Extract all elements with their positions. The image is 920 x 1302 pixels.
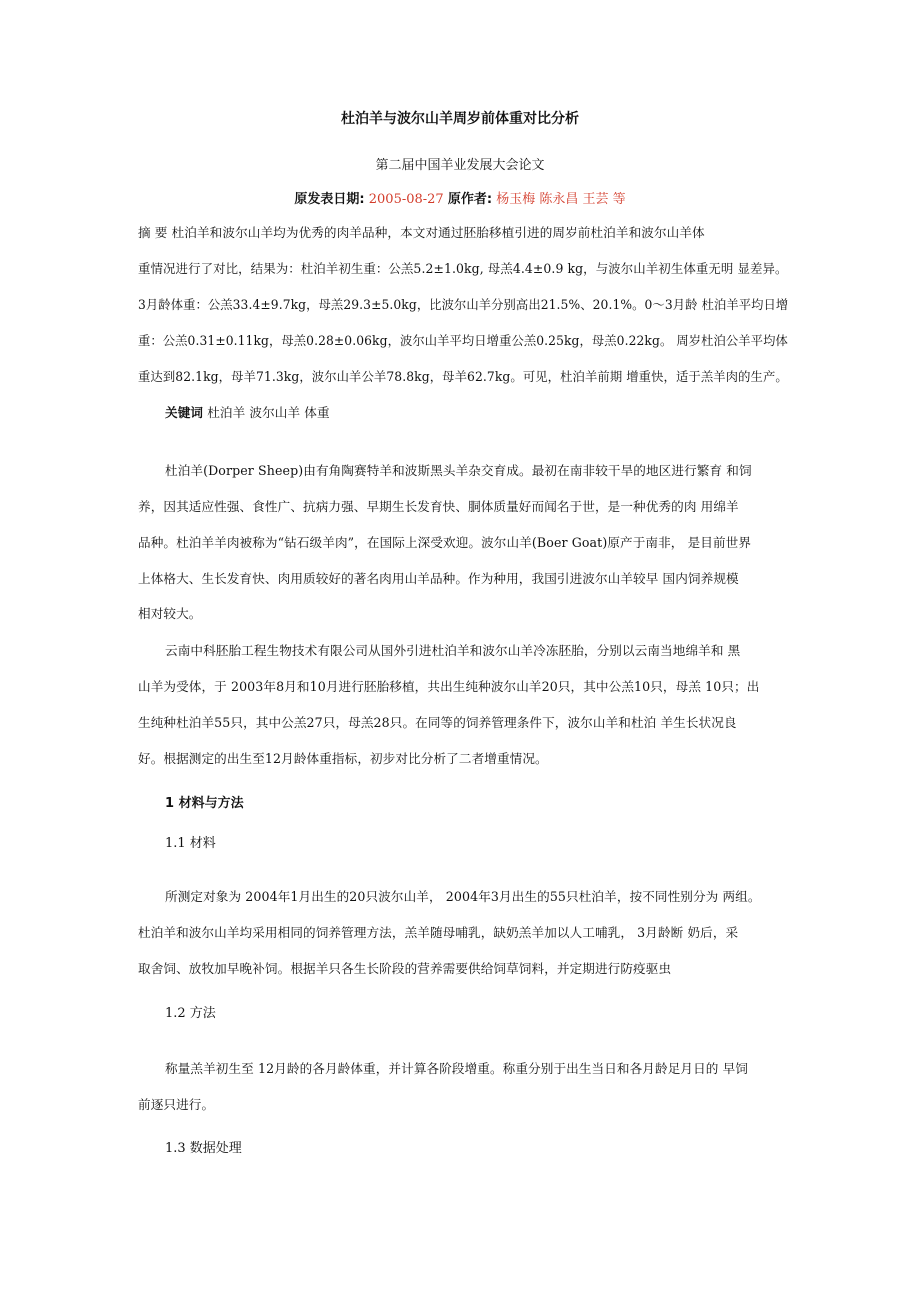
paragraph-line: 山羊为受体，于 2003年8月和10月进行胚胎移植，共出生纯种波尔山羊20只，其中公羔10只，母羔 10只；出 [138,679,760,694]
subsection-heading-1-2: 1.2 方法 [165,1006,216,1021]
paragraph-line: 杜泊羊和波尔山羊均采用相同的饲养管理方法，羔羊随母哺乳，缺奶羔羊加以人工哺乳， 3月龄断 奶后，采 [138,925,739,940]
paragraph-line: 生纯种杜泊羊55只，其中公羔27只，母羔28只。在同等的饲养管理条件下，波尔山羊和杜泊 羊生长状况良 [138,715,737,730]
publication-meta [0,188,920,207]
publish-date[interactable]: 2005-08-27 [368,192,444,207]
paragraph-line: 养，因其适应性强、食性广、抗病力强、早期生长发育快、胴体质量好而闻名于世，是一种优秀的肉 用绵羊 [138,499,739,514]
keywords [165,402,330,421]
date-label: 原发表日期: [294,192,365,207]
section-1-title: 1 材料与方法 [165,796,244,811]
paragraph-line: 上体格大、生长发育快、肉用质较好的著名肉用山羊品种。作为种用，我国引进波尔山羊较早 国内饲养规模 [138,571,739,586]
keywords-label: 关键词 [165,405,204,420]
author-label: 原作者: [447,192,493,207]
paragraph-line: 品种。杜泊羊羊肉被称为“钻石级羊肉”，在国际上深受欢迎。波尔山羊(Boer Goat)原产于南非， 是目前世界 [138,535,752,550]
paragraph-line: 前逐只进行。 [138,1097,215,1112]
abstract-line: 重情况进行了对比，结果为：杜泊羊初生重：公羔5.2±1.0kg, 母羔4.4±0.9 kg，与波尔山羊初生体重无明 显差异。 [138,261,788,276]
section-heading [165,792,244,811]
abstract-line: 重：公羔0.31±0.11kg，母羔0.28±0.06kg，波尔山羊平均日增重公羔0.25kg，母羔0.22kg。 周岁杜泊公羊平均体 [138,333,788,348]
paragraph-line: 称量羔羊初生至 12月龄的各月龄体重，并计算各阶段增重。称重分别于出生当日和各月龄足月日的 早饲 [165,1061,748,1076]
subsection-heading-1-3: 1.3 数据处理 [165,1141,242,1156]
paragraph-line: 好。根据测定的出生至12月龄体重指标，初步对比分析了二者增重情况。 [138,751,548,766]
article-subtitle: 第二届中国羊业发展大会论文 [375,158,545,173]
paragraph-line: 取舍饲、放牧加早晚补饲。根据羊只各生长阶段的营养需要供给饲草饲料，并定期进行防疫驱虫 [138,961,672,976]
paragraph-line: 杜泊羊(Dorper Sheep)由有角陶赛特羊和波斯黑头羊杂交育成。最初在南非较干旱的地区进行繁育 和饲 [165,463,752,478]
article-title: 杜泊羊与波尔山羊周岁前体重对比分析 [341,111,579,127]
paragraph-line: 相对较大。 [138,606,202,621]
keywords-text: 杜泊羊 波尔山羊 体重 [207,405,330,420]
abstract-line: 重达到82.1kg，母羊71.3kg，波尔山羊公羊78.8kg，母羊62.7kg。可见，杜泊羊前期 增重快，适于羔羊肉的生产。 [138,369,788,384]
abstract-line: 3月龄体重：公羔33.4±9.7kg，母羔29.3±5.0kg，比波尔山羊分别高出21.5%、20.1%。0～3月龄 杜泊羊平均日增 [138,297,789,312]
subsection-heading-1-1: 1.1 材料 [165,836,216,851]
abstract-line: 摘 要 杜泊羊和波尔山羊均为优秀的肉羊品种，本文对通过胚胎移植引进的周岁前杜泊羊和波尔山羊体 [138,225,705,240]
paragraph-line: 云南中科胚胎工程生物技术有限公司从国外引进杜泊羊和波尔山羊冷冻胚胎，分别以云南当地绵羊和 黑 [165,643,741,658]
author-names[interactable]: 杨玉梅 陈永昌 王芸 等 [496,192,626,207]
paragraph-line: 所测定对象为 2004年1月出生的20只波尔山羊， 2004年3月出生的55只杜泊羊，按不同性别分为 两组。 [165,889,761,904]
